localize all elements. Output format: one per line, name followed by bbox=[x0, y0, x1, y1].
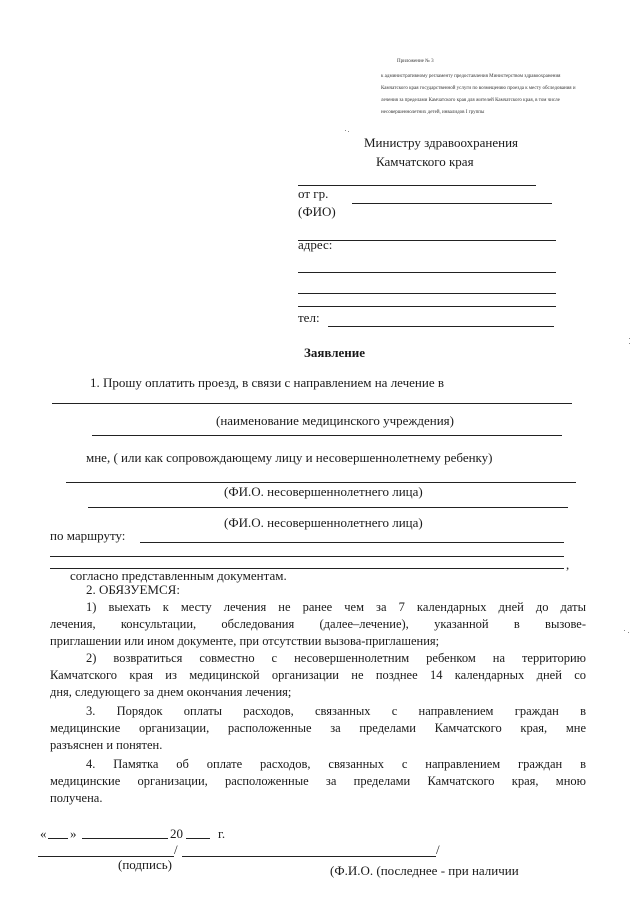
paragraph-4-line-1: 4. Памятка об оплате расходов, связанных с направлением граждан в bbox=[86, 757, 586, 771]
date-close-quote: » bbox=[70, 826, 77, 841]
minor-caption-1: (ФИ.О. несовершеннолетнего лица) bbox=[224, 484, 423, 499]
scan-speck bbox=[345, 130, 346, 131]
month-blank-line bbox=[82, 838, 168, 839]
route-blank-line bbox=[50, 556, 564, 557]
paragraph-4-line-2: медицинские организации, расположенные за пределами Камчатского края, мною bbox=[50, 774, 586, 788]
blank-line bbox=[298, 185, 536, 186]
address-label: адрес: bbox=[298, 237, 333, 252]
appendix-title: Приложение № 3 bbox=[397, 59, 434, 64]
signature-caption: (подпись) bbox=[118, 857, 172, 872]
obligation-2-line-3: дня, следующего за днем окончания лечения; bbox=[50, 685, 292, 699]
minor-blank-line bbox=[88, 507, 568, 508]
per-documents-text: согласно представленным документам. bbox=[70, 568, 287, 583]
me-text: мне, ( или как сопровождающему лицу и несовершеннолетнему ребенку) bbox=[86, 450, 493, 465]
phone-blank-line bbox=[328, 326, 554, 327]
obligation-2-line-1: 2) возвратиться совместно с несовершеннолетним ребенком на территорию bbox=[86, 651, 586, 665]
day-blank-line bbox=[48, 838, 68, 839]
year-suffix: г. bbox=[218, 826, 226, 841]
year-prefix: 20 bbox=[170, 826, 183, 841]
fio-blank-line bbox=[352, 203, 552, 204]
signature-slash: / bbox=[174, 842, 178, 857]
scan-speck bbox=[629, 338, 630, 339]
signature-slash-end: / bbox=[436, 842, 440, 857]
med-org-caption: (наименование медицинского учреждения) bbox=[216, 413, 454, 428]
fio-signature-blank-line bbox=[182, 856, 436, 857]
paragraph-1: 1. Прошу оплатить проезд, в связи с направлением на лечение в bbox=[90, 375, 445, 390]
route-label: по маршруту: bbox=[50, 528, 126, 543]
blank-line bbox=[298, 240, 556, 241]
scan-speck bbox=[348, 131, 349, 132]
address-blank-line bbox=[298, 293, 556, 294]
addressee-line-2: Камчатского края bbox=[376, 154, 474, 169]
scan-speck bbox=[624, 630, 625, 631]
fio-label: (ФИО) bbox=[298, 204, 336, 219]
year-blank-line bbox=[186, 838, 210, 839]
document-title: Заявление bbox=[304, 345, 366, 360]
scan-speck bbox=[629, 343, 630, 344]
obligation-1-line-2: лечения, консультации, обследования (далее–лечение), указанной в вызове- bbox=[50, 617, 586, 631]
obligation-1-line-3: приглашении или ином документе, при отсутствии вызова-приглашения; bbox=[50, 634, 440, 648]
appendix-line: несовершеннолетних детей, инвалидов I группы bbox=[381, 110, 485, 115]
minor-caption-2: (ФИ.О. несовершеннолетнего лица) bbox=[224, 515, 423, 530]
blank-line bbox=[92, 435, 562, 436]
obligation-heading: 2. ОБЯЗУЕМСЯ: bbox=[86, 582, 180, 597]
date-open-quote: « bbox=[40, 826, 47, 841]
scan-speck bbox=[628, 632, 629, 633]
appendix-line: к административному регламенту предоставления Министерством здравоохранения bbox=[381, 74, 561, 79]
paragraph-4-line-3: получена. bbox=[50, 791, 103, 805]
obligation-1-line-1: 1) выехать к месту лечения не ранее чем за 7 календарных дней до даты bbox=[86, 600, 586, 614]
appendix-line: Камчатского края государственной услуги по возмещению проезда к месту обследования и bbox=[381, 86, 576, 91]
obligation-2-line-2: Камчатского края из медицинской организации не позднее 14 календарных дней со bbox=[50, 668, 586, 682]
paragraph-3-line-1: 3. Порядок оплаты расходов, связанных с направлением граждан в bbox=[86, 704, 586, 718]
address-blank-line bbox=[298, 272, 556, 273]
phone-label: тел: bbox=[298, 310, 320, 325]
addressee-line-1: Министру здравоохранения bbox=[364, 135, 519, 150]
paragraph-3-line-2: медицинские организации, расположенные за пределами Камчатского края, мне bbox=[50, 721, 586, 735]
appendix-line: лечения за пределами Камчатского края для жителей Камчатского края, в том числе bbox=[381, 98, 560, 103]
route-comma: , bbox=[566, 557, 570, 572]
fio-caption: (Ф.И.О. (последнее - при наличии bbox=[330, 863, 519, 878]
paragraph-3-line-3: разъяснен и понятен. bbox=[50, 738, 163, 752]
from-label: от гр. bbox=[298, 186, 329, 201]
address-blank-line bbox=[298, 306, 556, 307]
med-org-blank-line bbox=[52, 403, 572, 404]
minor-blank-line bbox=[66, 482, 576, 483]
route-blank-line bbox=[140, 542, 564, 543]
